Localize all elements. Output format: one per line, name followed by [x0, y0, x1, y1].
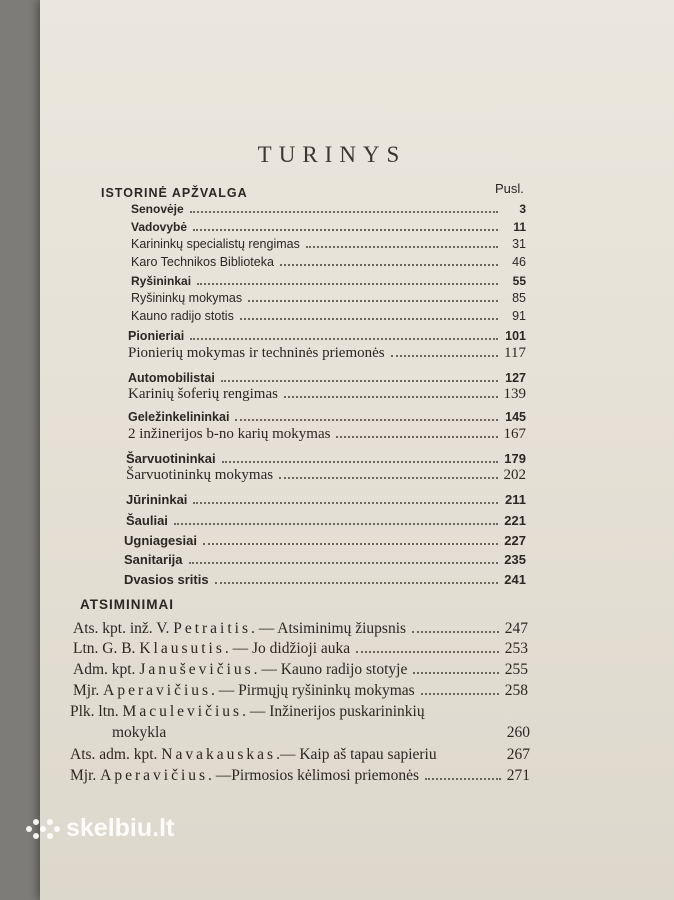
entry-title: Sanitarija — [124, 552, 183, 567]
dot-leader — [190, 338, 498, 340]
entry-page: 127 — [505, 371, 526, 385]
dot-leader — [215, 582, 498, 584]
entry-page: 167 — [503, 426, 526, 442]
dot-leader — [336, 436, 497, 438]
dot-leader — [193, 229, 498, 231]
toc-entry — [126, 467, 526, 484]
entry-page: 31 — [512, 237, 526, 251]
memoir-entry — [73, 682, 528, 700]
entry-title — [73, 620, 406, 638]
memoir-title: . —Pirmosios kėlimosi priemonės — [208, 767, 420, 784]
entry-page: 11 — [513, 220, 526, 234]
entry-page: 179 — [504, 451, 526, 466]
entry-page: 91 — [512, 309, 526, 323]
dot-leader — [306, 246, 498, 248]
entry-page: 247 — [504, 620, 528, 637]
entry-title: Kauno radijo stotis — [131, 309, 234, 323]
entry-title: Automobilistai — [128, 371, 215, 385]
author-name: Maculevičius — [122, 703, 243, 720]
watermark-text: skelbiu.lt — [66, 814, 175, 842]
toc-entry — [128, 345, 526, 362]
dot-leader — [235, 419, 498, 421]
toc-entry — [124, 572, 526, 588]
author-prefix: Ats. adm. kpt. — [70, 746, 162, 763]
entry-title — [70, 703, 425, 721]
entry-page: 241 — [504, 572, 526, 587]
memoir-title: .— Kaip aš tapau sapieriu — [276, 746, 437, 763]
entry-title — [73, 661, 407, 679]
entry-page: 117 — [504, 345, 526, 361]
entry-page: 258 — [504, 682, 528, 699]
entry-title: Karininkų specialistų rengimas — [131, 237, 300, 251]
memoir-entry — [73, 620, 528, 638]
toc-entry — [131, 220, 526, 235]
dot-leader — [174, 523, 498, 525]
entry-page: 145 — [505, 410, 526, 424]
entry-page: 46 — [512, 255, 526, 269]
entry-page: 55 — [512, 274, 526, 288]
dot-leader — [279, 477, 497, 479]
toc-entry — [131, 309, 526, 324]
entry-title: Šarvuotininkai — [126, 451, 216, 466]
memoir-entry — [73, 661, 528, 679]
dot-leader — [391, 355, 498, 357]
dot-leader — [284, 396, 498, 398]
entry-title: 2 inžinerijos b-no karių mokymas — [128, 426, 331, 442]
author-prefix: Plk. ltn. — [70, 703, 123, 720]
page-title: TURINYS — [257, 142, 407, 167]
entry-title: Šarvuotininkų mokymas — [126, 467, 274, 483]
entry-title: Vadovybė — [131, 220, 188, 234]
entry-title: Senovėje — [131, 202, 184, 216]
entry-title — [73, 640, 350, 658]
author-prefix: Adm. kpt. — [73, 661, 140, 678]
memoir-title: . — Inžinerijos puskarininkių — [242, 703, 425, 720]
toc-entry — [126, 513, 526, 529]
author-prefix: Mjr. — [73, 682, 104, 699]
dot-leader — [197, 283, 498, 285]
author-prefix: Ats. kpt. inž. V. — [73, 620, 174, 637]
toc-entry — [128, 386, 526, 403]
dot-leader — [248, 300, 498, 302]
entry-title: mokykla — [112, 724, 167, 741]
author-prefix: Ltn. G. B. — [73, 640, 140, 657]
entry-page: 3 — [519, 202, 526, 216]
entry-title: Ugniagesiai — [124, 533, 197, 548]
dot-leader — [222, 461, 498, 463]
entry-page: 202 — [503, 467, 526, 483]
entry-page: 227 — [504, 533, 526, 548]
book-page — [40, 0, 674, 900]
entry-title: Karo Technikos Biblioteka — [131, 255, 274, 269]
dot-leader — [193, 502, 498, 504]
toc-entry — [126, 451, 526, 467]
toc-entry — [131, 291, 526, 306]
entry-page: 260 — [506, 724, 530, 741]
entry-page: 221 — [504, 513, 526, 528]
entry-title: Ryšininkų mokymas — [131, 291, 243, 305]
author-name: Aperavičius — [100, 767, 209, 784]
section-heading-historical: ISTORINĖ APŽVALGA — [101, 186, 248, 200]
page-column-label: Pusl. — [495, 181, 524, 196]
author-name: Januševičius — [139, 661, 254, 678]
entry-page: 101 — [505, 329, 526, 343]
author-name: Petraitis — [173, 620, 252, 637]
toc-entry — [131, 237, 526, 252]
toc-entry — [131, 255, 526, 270]
author-name: Klausutis — [139, 640, 225, 657]
entry-title — [70, 746, 437, 764]
dot-leader — [280, 264, 498, 266]
entry-page: 235 — [504, 552, 526, 567]
memoir-entry — [73, 640, 528, 658]
toc-entry — [128, 410, 526, 425]
toc-entry — [124, 533, 526, 549]
author-prefix: Mjr. — [70, 767, 101, 784]
dot-leader — [425, 778, 501, 780]
entry-title: Pionierių mokymas ir techninės priemonės — [128, 345, 385, 361]
dot-leader — [412, 631, 499, 633]
toc-entry — [126, 492, 526, 508]
toc-entry — [124, 552, 526, 568]
author-name: Aperavičius — [103, 682, 212, 699]
entry-page: 253 — [504, 640, 528, 657]
entry-title: Karinių šoferių rengimas — [128, 386, 278, 402]
dot-leader — [203, 543, 498, 545]
entry-page: 139 — [503, 386, 526, 402]
entry-title: Šauliai — [126, 513, 168, 528]
toc-entry — [131, 202, 526, 217]
entry-title: Ryšininkai — [131, 274, 192, 288]
entry-page: 255 — [504, 661, 528, 678]
toc-entry — [128, 329, 526, 344]
toc-entry — [131, 274, 526, 289]
memoir-entry — [70, 703, 530, 721]
toc-entry — [128, 426, 526, 443]
dot-leader — [356, 651, 499, 653]
dot-leader — [190, 211, 498, 213]
section-heading-memoirs: ATSIMINIMAI — [80, 597, 174, 612]
memoir-title: . — Pirmųjų ryšininkų mokymas — [211, 682, 415, 699]
entry-page: 267 — [506, 746, 530, 763]
memoir-title: . — Atsiminimų žiupsnis — [251, 620, 407, 637]
entry-title: Geležinkelininkai — [128, 410, 230, 424]
toc-entry — [128, 371, 526, 386]
memoir-entry-continuation — [112, 724, 530, 742]
dot-leader — [189, 562, 498, 564]
entry-page: 85 — [512, 291, 526, 305]
entry-title — [73, 682, 415, 700]
entry-page: 271 — [506, 767, 530, 784]
entry-title — [70, 767, 419, 785]
skelbiu-logo-icon — [26, 817, 60, 841]
dot-leader — [240, 318, 498, 320]
dot-leader — [221, 380, 498, 382]
author-name: Navakauskas — [161, 746, 277, 763]
memoir-entry — [70, 767, 530, 785]
entry-page: 211 — [505, 492, 526, 507]
memoir-title: . — Kauno radijo stotyje — [253, 661, 408, 678]
dot-leader — [413, 672, 498, 674]
memoir-entry — [70, 746, 530, 764]
entry-title: Dvasios sritis — [124, 572, 209, 587]
memoir-title: . — Jo didžioji auka — [224, 640, 351, 657]
watermark — [26, 814, 174, 843]
entry-title: Jūrininkai — [126, 492, 188, 507]
entry-title: Pionieriai — [128, 329, 185, 343]
dot-leader — [421, 693, 499, 695]
